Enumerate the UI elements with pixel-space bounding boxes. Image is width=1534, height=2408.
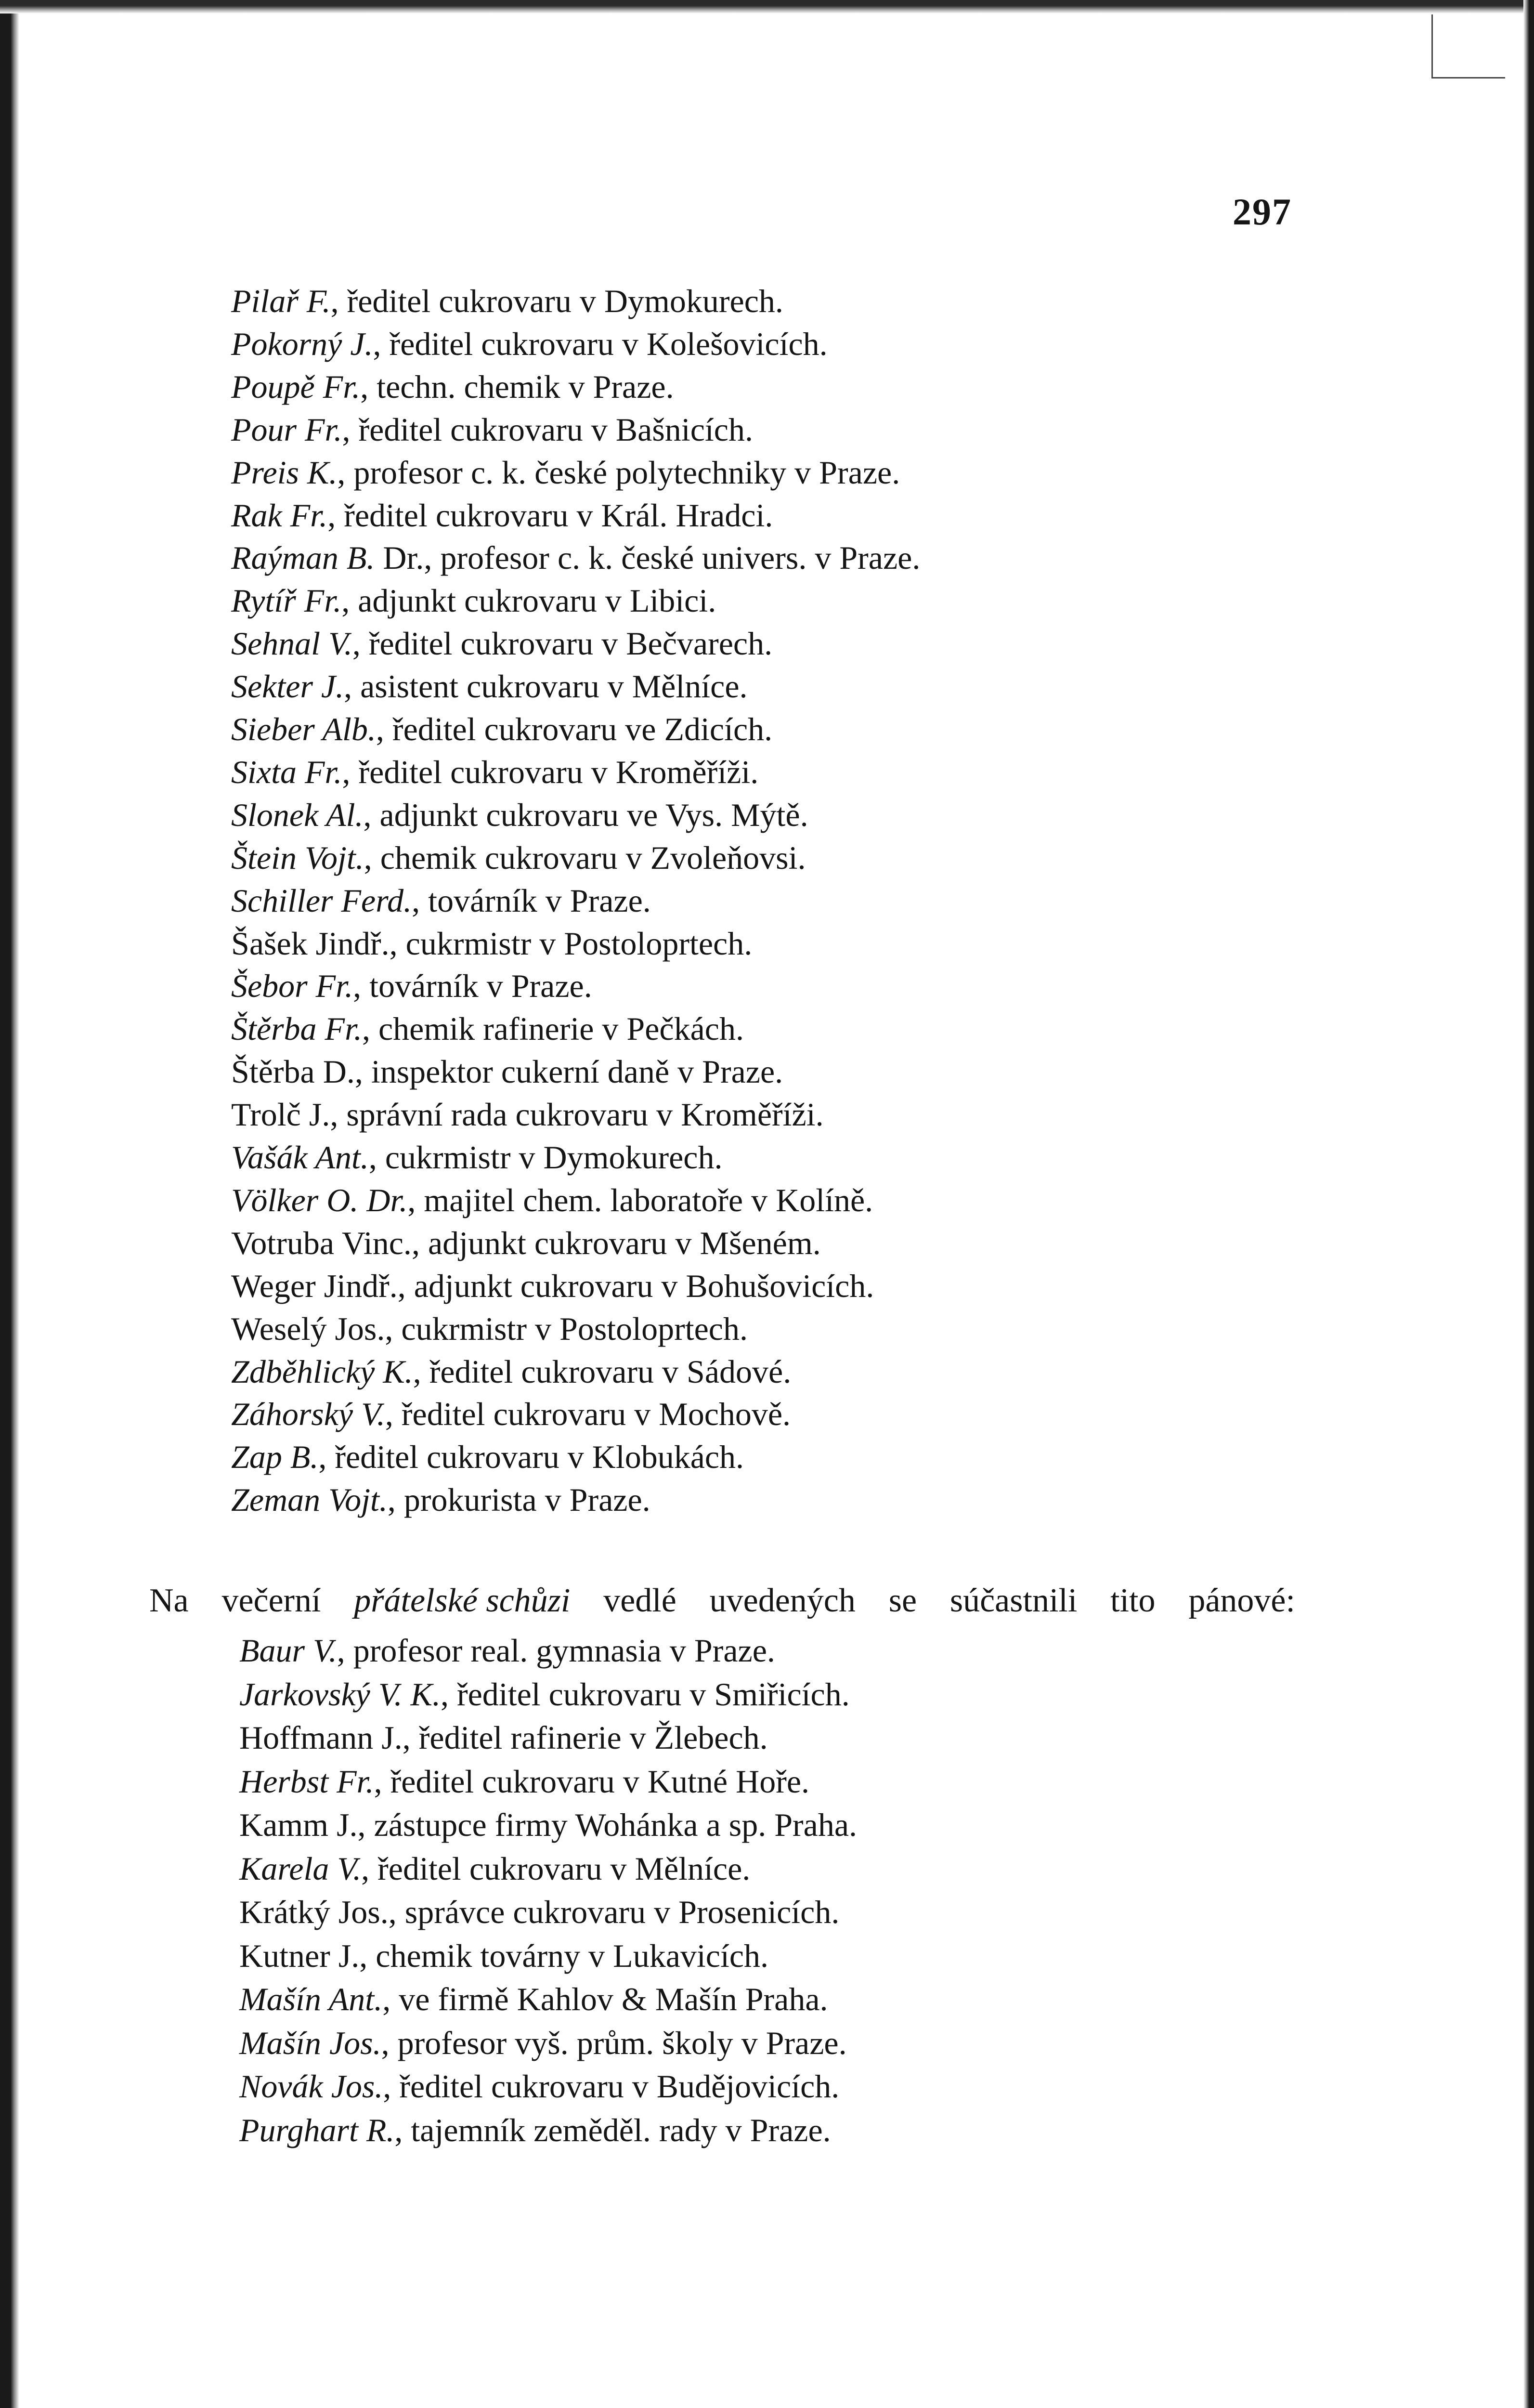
entry-name: Kamm J.: [239, 1806, 358, 1843]
entry-description: , asistent cukrovaru v Mělníce.: [344, 668, 748, 705]
entry-description: , adjunkt cukrovaru ve Vys. Mýtě.: [363, 796, 808, 833]
entry-name: Poupě Fr.: [231, 368, 361, 405]
entry-description: , prokurista v Praze.: [387, 1481, 650, 1518]
entry-name: Karela V.: [239, 1850, 362, 1887]
entry-description: Dr., profesor c. k. české univers. v Praze.: [375, 539, 921, 576]
entry-description: , ředitel cukrovaru v Král. Hradci.: [327, 497, 773, 534]
list-item: [239, 2024, 847, 2062]
entry-description: , chemik cukrovaru v Zvoleňovsi.: [364, 839, 806, 876]
entry-description: , ředitel rafinerie v Žlebech.: [402, 1719, 768, 1756]
entry-description: , profesor c. k. české polytechniky v Praze.: [337, 454, 900, 491]
entry-name: Mašín Jos.: [239, 2024, 381, 2061]
list-item: [239, 2111, 831, 2149]
heading-word: se: [888, 1582, 917, 1619]
list-item: [239, 1631, 775, 1670]
entry-description: , ředitel cukrovaru v Sádové.: [413, 1353, 792, 1390]
entry-name: Štěrba Fr.: [231, 1010, 362, 1047]
list-item: [231, 1267, 874, 1305]
list-item: [231, 881, 651, 920]
entry-name: Pilař F.: [231, 283, 331, 319]
list-item: [239, 1675, 850, 1714]
entry-description: , adjunkt cukrovaru v Bohušovicích.: [397, 1267, 874, 1304]
entry-description: , továrník v Praze.: [412, 882, 651, 919]
list-item: [231, 753, 758, 791]
entry-description: , správní rada cukrovaru v Kroměříži.: [330, 1096, 824, 1133]
list-item: [239, 1718, 768, 1757]
heading-word: večerní: [221, 1582, 321, 1619]
list-item: [239, 1980, 828, 2018]
entry-name: Hoffmann J.: [239, 1719, 403, 1756]
entry-name: Trolč J.: [231, 1096, 330, 1133]
list-item: [231, 1224, 821, 1262]
list-item: [231, 282, 783, 320]
entry-name: Slonek Al.: [231, 796, 364, 833]
entry-name: Šebor Fr.: [231, 968, 353, 1005]
entry-description: , ředitel cukrovaru v Mochově.: [385, 1396, 791, 1433]
list-item: [231, 1052, 783, 1091]
page-number: 297: [1233, 191, 1292, 233]
list-item: [231, 967, 592, 1005]
list-item: [231, 581, 716, 620]
list-item: [231, 496, 773, 535]
heading-phrase: přátelské schůzi: [354, 1582, 571, 1619]
entry-name: Zeman Vojt.: [231, 1481, 388, 1518]
entry-name: Zap B.: [231, 1439, 319, 1476]
entry-description: , tajemník zeměděl. rady v Praze.: [394, 2111, 831, 2148]
entry-description: , adjunkt cukrovaru v Libici.: [341, 582, 716, 619]
entry-description: , ředitel cukrovaru v Bečvarech.: [352, 625, 773, 662]
entry-description: , chemik rafinerie v Pečkách.: [362, 1010, 744, 1047]
list-item: [231, 838, 806, 877]
heading-word: uvedených: [709, 1582, 856, 1619]
entry-description: , ředitel cukrovaru v Dymokurech.: [330, 283, 783, 319]
entry-name: Preis K.: [231, 454, 338, 491]
list-item: [239, 1806, 857, 1844]
entry-description: , správce cukrovaru v Prosenicích.: [388, 1894, 840, 1930]
entry-name: Sekter J.: [231, 668, 344, 705]
entry-name: Baur V.: [239, 1632, 337, 1669]
entry-description: , ředitel cukrovaru ve Zdicích.: [376, 711, 773, 747]
entry-description: , cukrmistr v Postoloprtech.: [385, 1310, 748, 1347]
entry-description: , inspektor cukerní daně v Praze.: [354, 1053, 783, 1090]
entry-name: Štěrba D.: [231, 1053, 355, 1090]
list-item: [231, 1309, 748, 1348]
entry-description: , cukrmistr v Dymokurech.: [368, 1139, 723, 1176]
entry-name: Novák Jos.: [239, 2068, 383, 2105]
list-item: [231, 367, 674, 406]
list-item: [231, 624, 772, 663]
entry-description: , majitel chem. laboratoře v Kolíně.: [407, 1181, 873, 1218]
scan-edge-top: [0, 0, 1534, 13]
entry-name: Herbst Fr.: [239, 1763, 374, 1800]
entry-description: , ředitel cukrovaru v Bašnicích.: [342, 411, 753, 448]
entry-name: Zdběhlický K.: [231, 1353, 413, 1390]
entry-name: Vašák Ant.: [231, 1139, 369, 1176]
entry-name: Purghart R.: [239, 2111, 395, 2148]
entry-name: Štein Vojt.: [231, 839, 364, 876]
section-heading: [149, 1581, 1295, 1621]
entry-name: Krátký Jos.: [239, 1894, 389, 1930]
list-item: [231, 325, 828, 363]
list-item: [231, 1095, 824, 1134]
list-item: [239, 1937, 768, 1975]
entry-description: , ředitel cukrovaru v Smiřicích.: [440, 1675, 850, 1713]
entry-description: , profesor vyš. prům. školy v Praze.: [381, 2024, 847, 2061]
entry-name: Kutner J.: [239, 1937, 360, 1974]
entry-description: , zástupce firmy Wohánka a sp. Praha.: [357, 1806, 858, 1843]
list-item: [239, 2067, 839, 2106]
entry-name: Raýman B.: [231, 539, 375, 576]
entry-name: Völker O. Dr.: [231, 1181, 408, 1218]
entry-description: , továrník v Praze.: [353, 968, 592, 1005]
list-item: [231, 667, 748, 706]
entry-name: Mašín Ant.: [239, 1981, 383, 2017]
entry-description: , profesor real. gymnasia v Praze.: [337, 1632, 775, 1669]
scan-corner-mark: [1431, 14, 1505, 79]
entry-name: Pour Fr.: [231, 411, 342, 448]
entry-description: , techn. chemik v Praze.: [360, 368, 674, 405]
entry-description: , ředitel cukrovaru v Klobukách.: [318, 1439, 744, 1476]
heading-word: tito: [1110, 1582, 1156, 1619]
list-item: [231, 924, 752, 963]
entry-name: Weger Jindř.: [231, 1267, 398, 1304]
entry-name: Sixta Fr.: [231, 753, 342, 790]
entry-name: Rytíř Fr.: [231, 582, 342, 619]
list-item: [231, 1138, 722, 1177]
entry-name: Schiller Ferd.: [231, 882, 412, 919]
list-item: [231, 796, 808, 834]
entry-description: , adjunkt cukrovaru v Mšeném.: [411, 1224, 821, 1261]
list-item: [231, 710, 772, 748]
entry-description: , ředitel cukrovaru v Kroměříži.: [342, 753, 759, 790]
entry-name: Šašek Jindř.: [231, 925, 390, 962]
entry-description: , ve firmě Kahlov & Mašín Praha.: [382, 1981, 828, 2017]
scan-edge-left: [0, 0, 19, 2408]
list-item: [239, 1762, 809, 1801]
entry-name: Pokorný J.: [231, 325, 373, 362]
entry-name: Weselý Jos.: [231, 1310, 385, 1347]
entry-name: Sehnal V.: [231, 625, 352, 662]
heading-word: Na: [149, 1582, 189, 1619]
entry-name: Jarkovský V. K.: [239, 1675, 441, 1713]
list-item: [231, 1438, 744, 1476]
entry-description: , ředitel cukrovaru v Mělníce.: [361, 1850, 751, 1887]
list-item: [231, 453, 900, 492]
entry-name: Votruba Vinc.: [231, 1224, 412, 1261]
list-item: [231, 1352, 791, 1391]
list-item: [231, 1395, 791, 1433]
list-item: [239, 1849, 750, 1888]
list-item: [231, 1009, 744, 1048]
entry-description: , cukrmistr v Postoloprtech.: [389, 925, 753, 962]
list-item: [231, 1480, 650, 1519]
scan-edge-right: [1523, 0, 1534, 2408]
heading-word: vedlé: [603, 1582, 676, 1619]
entry-description: , ředitel cukrovaru v Kolešovicích.: [373, 325, 828, 362]
list-item: [231, 1181, 873, 1219]
entry-description: , ředitel cukrovaru v Budějovicích.: [383, 2068, 840, 2105]
list-item: [231, 410, 753, 449]
heading-word: pánové:: [1188, 1582, 1295, 1619]
heading-word: súčastnili: [949, 1582, 1078, 1619]
entry-name: Rak Fr.: [231, 497, 328, 534]
entry-description: , chemik továrny v Lukavicích.: [359, 1937, 769, 1974]
list-item: [231, 538, 920, 577]
list-item: [239, 1893, 839, 1931]
entry-name: Záhorský V.: [231, 1396, 385, 1433]
entry-description: , ředitel cukrovaru v Kutné Hoře.: [374, 1763, 810, 1800]
entry-name: Sieber Alb.: [231, 711, 376, 747]
